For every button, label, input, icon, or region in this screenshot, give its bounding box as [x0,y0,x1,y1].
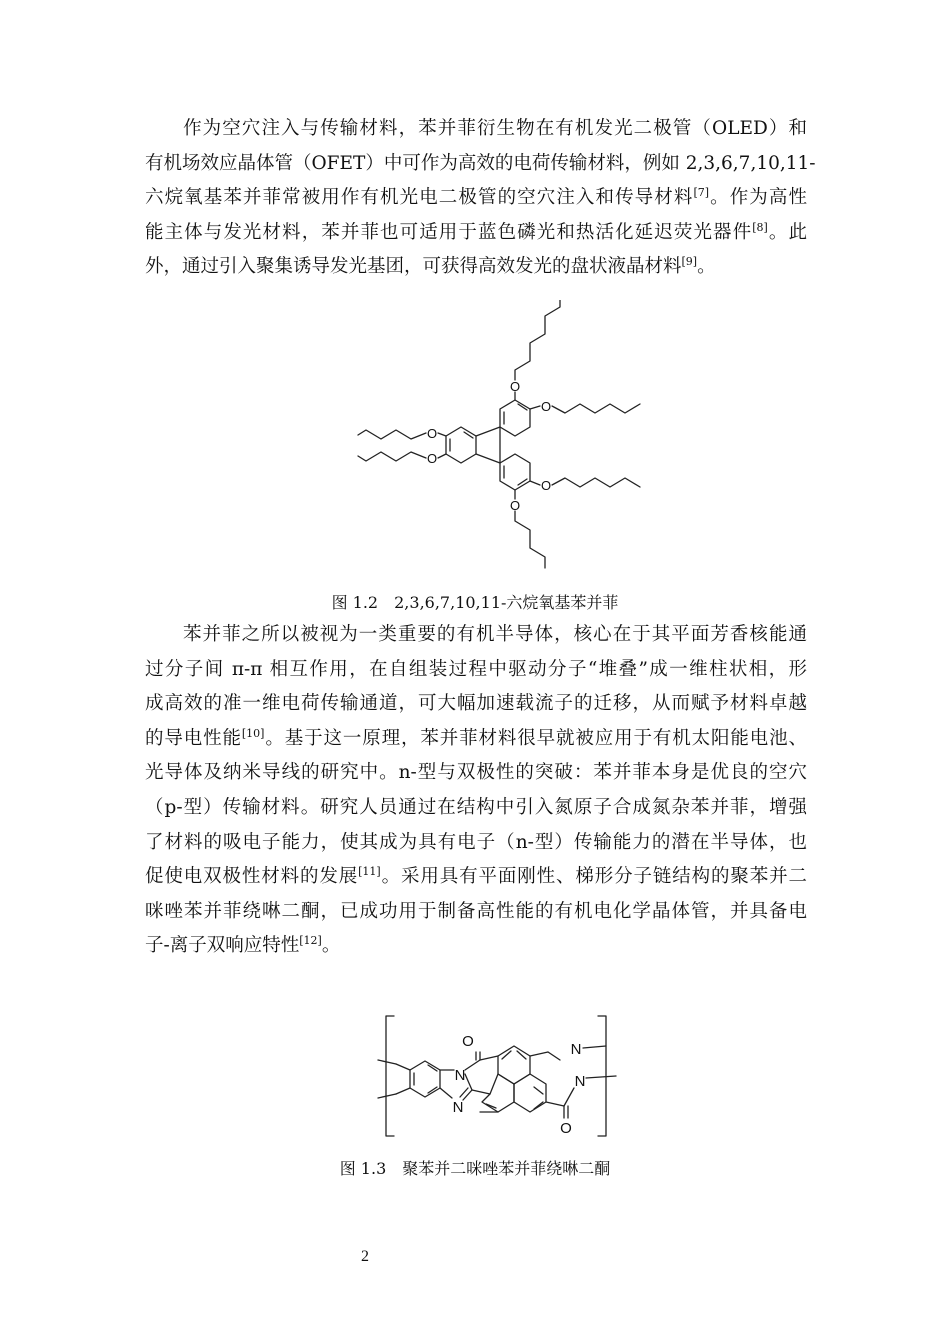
p1-line-3: 六烷氧基苯并菲常被用作有机光电二极管的空穴注入和传导材料 [145,187,694,209]
hexaalkoxy-triphenylene-structure [350,300,650,570]
p2-line-10: 子-离子双响应特性 [145,935,300,957]
oxygen-label: O [426,426,438,441]
nitrogen-label: N [452,1099,464,1116]
oxygen-label: O [509,379,521,394]
p2-line-3: 成高效的准一维电荷传输通道，可大幅加速载流子的迁移，从而赋予材料卓越 [145,693,807,715]
citation-9: [9] [681,255,698,269]
bbl-polymer-structure [368,1008,628,1143]
oxygen-label: O [540,478,552,493]
citation-10: [10] [241,726,265,740]
figure-1-3-caption [0,1156,950,1179]
p1-line-1: 作为空穴注入与传输材料，苯并菲衍生物在有机发光二极管（OLED）和 [182,118,807,139]
p2-line-5: 光导体及纳米导线的研究中。n-型与双极性的突破：苯并菲本身是优良的空穴 [145,762,807,784]
nitrogen-label: N [454,1067,466,1084]
p2-line-7: 了材料的吸电子能力，使其成为具有电子（n-型）传输能力的潜在半导体，也 [145,831,807,853]
p2-line-2: 过分子间 π-π 相互作用，在自组装过程中驱动分子“堆叠”成一维柱状相，形 [145,658,807,680]
oxygen-label: O [509,498,521,513]
figure-number: 图 1.3 [339,1159,387,1178]
nitrogen-label: N [570,1041,582,1058]
p2-line-1: 苯并菲之所以被视为一类重要的有机半导体，核心在于其平面芳香核能通 [182,624,807,645]
oxygen-label: O [540,399,552,414]
p1-line-2: 有机场效应晶体管（OFET）中可作为高效的电荷传输材料，例如 2,3,6,7,10,11- [145,152,816,174]
figure-title: 2,3,6,7,10,11-六烷氧基苯并菲 [394,593,619,612]
p2-line-4: 的导电性能 [145,727,242,749]
paragraph-2: 苯并菲之所以被视为一类重要的有机半导体，核心在于其平面芳香核能通 过分子间 π-π 相互作用，在自组装过程中驱动分子“堆叠”成一维柱状相，形 成高效的准一维电荷传输通道，可大幅加速载流子的迁移，从而赋予材料卓越 的导电性能[10]。基于这一原理，苯并菲材料很早就被应用于有机太阳能电池、 光导体及纳米导线的研究中。n-型与双极性的突破：苯并菲本身是优良的空穴 （p-型）传输材料。研究人员通过在结构中引入氮原子合成氮杂苯并菲，增强 了材料的吸电子能力，使其成为具有电子（n-型）传输能力的潜在半导体，也 促使电双极性材料的发展[11]。采用具有平面刚性、梯形分子链结构的聚苯并二 咪唑苯并菲绕啉二酮，已成功用于制备高性能的有机电化学晶体管，并具备电 子-离子双响应特性[12]。 [145,624,807,957]
p2-line-8: 促使电双极性材料的发展 [145,866,359,888]
oxygen-label: O [462,1033,474,1050]
p1-line-4: 能主体与发光材料，苯并菲也可适用于蓝色磷光和热活化延迟荧光器件 [145,221,753,243]
p1-line-5: 外，通过引入聚集诱导发光基团，可获得高效发光的盘状液晶材料 [145,256,682,278]
paragraph-1: 作为空穴注入与传输材料，苯并菲衍生物在有机发光二极管（OLED）和 有机场效应晶体管（OFET）中可作为高效的电荷传输材料，例如 2,3,6,7,10,11- 六烷氧基苯并菲常被用作有机光电二极管的空穴注入和传导材料[7]。作为高性 能主体与发光材料，苯并菲也可适用于蓝色磷光和热活化延迟荧光器件[8]。此 外，通过引入聚集诱导发光基团，可获得高效发光的盘状液晶材料[9]。 [145,118,816,278]
p2-line-6: （p-型）传输材料。研究人员通过在结构中引入氮原子合成氮杂苯并菲，增强 [145,796,807,818]
figure-number: 图 1.2 [331,593,379,612]
figure-1-2-caption [0,590,950,613]
citation-8: [8] [752,220,768,234]
citation-11: [11] [358,865,381,878]
citation-12: [12] [299,934,322,948]
p2-line-9: 咪唑苯并菲绕啉二酮，已成功用于制备高性能的有机电化学晶体管，并具备电 [145,900,807,922]
oxygen-label: O [560,1120,572,1137]
oxygen-label: O [426,451,438,466]
citation-7: [7] [693,186,710,200]
figure-title: 聚苯并二咪唑苯并菲绕啉二酮 [402,1159,611,1178]
page-number: 2 [361,1248,369,1265]
nitrogen-label: N [574,1073,586,1090]
